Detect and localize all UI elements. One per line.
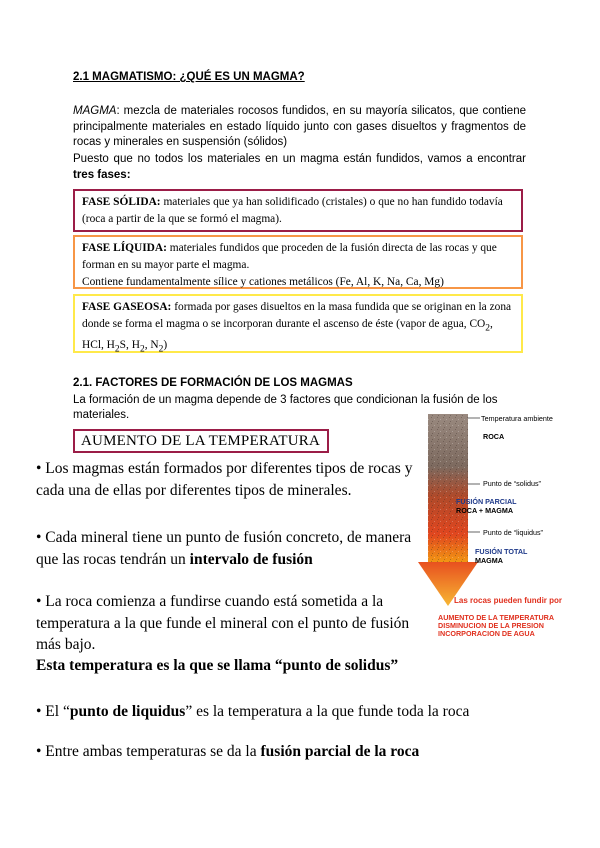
gas-sub-3: 2 <box>139 344 145 355</box>
gas-sub-1: 2 <box>485 323 491 334</box>
factor-pressure: DISMINUCION DE LA PRESION <box>438 621 544 630</box>
gas-mid-1: , HCl, H <box>82 318 493 352</box>
magma-definition <box>73 104 526 151</box>
label-rock: ROCA <box>483 432 505 441</box>
solid-phase-title: FASE SÓLIDA: <box>82 196 161 208</box>
bullet-partial-fusion-pre: • Entre ambas temperaturas se da la <box>36 743 261 760</box>
bullet-melting-point-text: • Cada mineral tiene un punto de fusión concreto, de manera que las rocas tendrán un <box>36 529 412 568</box>
solid-phase-box <box>73 189 523 232</box>
gas-phase-box <box>73 294 523 353</box>
section-heading-magmatismo: 2.1 MAGMATISMO: ¿QUÉ ES UN MAGMA? <box>73 71 305 83</box>
gas-mid-3: , N <box>144 339 159 352</box>
section-heading-factores: 2.1. FACTORES DE FORMACIÓN DE LOS MAGMAS <box>73 377 353 389</box>
bullet-liquidus <box>36 701 536 723</box>
factor-temperature: AUMENTO DE LA TEMPERATURA <box>438 613 555 622</box>
gas-sub-2: 2 <box>114 344 120 355</box>
bullet-melting-point <box>36 527 416 570</box>
magma-term: MAGMA <box>73 105 117 117</box>
bullet-partial-fusion-bold: fusión parcial de la roca <box>260 743 420 760</box>
bullet-melting-point-bold: intervalo de fusión <box>189 550 313 568</box>
bullet-liquidus-bold: punto de liquidus <box>69 703 186 720</box>
bullet-partial-fusion <box>36 741 536 763</box>
liquid-phase-text: materiales fundidos que proceden de la fusión directa de las rocas y que forman en su mayor parte el magma. <box>82 242 497 271</box>
label-magma: MAGMA <box>475 556 503 565</box>
label-ambient-temperature: Temperatura ambiente <box>481 414 553 423</box>
bullet-liquidus-post: ” es la temperatura a la que funde toda la roca <box>185 703 470 720</box>
phases-lead <box>73 152 526 183</box>
gas-mid-2: S, H <box>119 339 140 352</box>
factors-text: La formación de un magma depende de 3 factores que condicionan la fusión de los materiales. <box>73 394 498 421</box>
gas-phase-title: FASE GASEOSA: <box>82 301 172 313</box>
phases-lead-bold: tres fases: <box>73 168 131 181</box>
solidus-statement: Esta temperatura es la que se llama “punto de solidus” <box>36 657 399 674</box>
label-solidus: Punto de “solidus” <box>483 479 541 488</box>
bullet-rock-types: • Los magmas están formados por diferentes tipos de rocas y cada una de ellas por diferentes tipos de minerales. <box>36 460 413 499</box>
magma-definition-text: : mezcla de materiales rocosos fundidos, en su mayoría silicatos, que contiene principalmente materiales en estado líquido junto con gases disueltos y fragmentos de rocas y minerales en suspensión (sólidos) <box>73 105 526 148</box>
label-rock-magma: ROCA + MAGMA <box>456 506 514 515</box>
bullet-liquidus-pre: • El “ <box>36 703 70 720</box>
figure-caption: Las rocas pueden fundir por <box>454 596 563 605</box>
bullet-rock-melting: • La roca comienza a fundirse cuando está sometida a la temperatura a la que funde el mineral con el punto de fusión más bajo. <box>36 593 410 653</box>
label-liquidus: Punto de “liquidus” <box>483 528 543 537</box>
phases-lead-text: Puesto que no todos los materiales en un magma están fundidos, vamos a encontrar <box>73 153 526 165</box>
temperature-title-box: AUMENTO DE LA TEMPERATURA <box>73 429 329 453</box>
gas-end: ) <box>163 339 168 352</box>
melting-diagram <box>418 410 598 650</box>
label-total-fusion: FUSIÓN TOTAL <box>475 547 528 556</box>
gas-phase-text: formada por gases disueltos en la masa fundida que se originan en la zona donde se forma el magma o se incorporan durante el ascenso de éste (vapor de agua, CO <box>82 301 512 330</box>
liquid-phase-box <box>73 235 523 289</box>
liquid-phase-title: FASE LÍQUIDA: <box>82 242 167 254</box>
factor-water: INCORPORACION DE AGUA <box>438 629 535 638</box>
label-partial-fusion: FUSIÓN PARCIAL <box>456 497 517 506</box>
gas-sub-4: 2 <box>158 344 164 355</box>
liquid-phase-text2: Contiene fundamentalmente sílice y cationes metálicos (Fe, Al, K, Na, Ca, Mg) <box>82 276 444 288</box>
solid-phase-text: materiales que ya han solidificado (cristales) o que no han fundido todavía (roca a partir de la que se formó el magma). <box>82 196 503 225</box>
